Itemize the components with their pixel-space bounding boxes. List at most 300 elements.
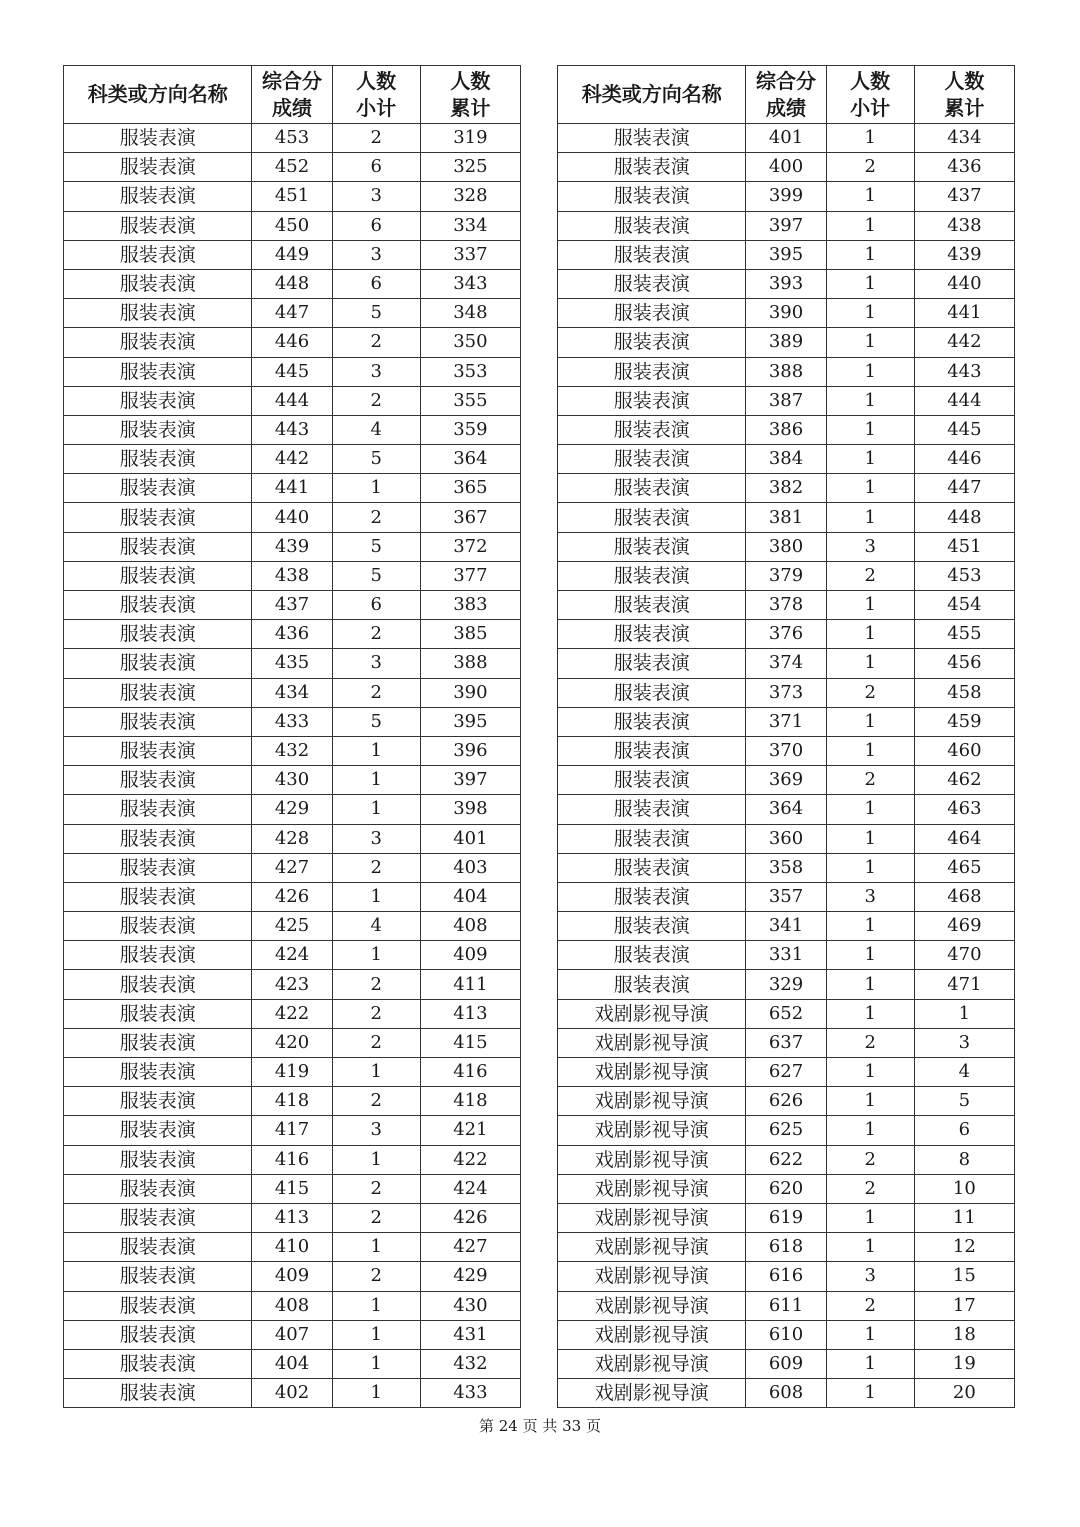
cell-name: 服装表演 (64, 445, 252, 474)
cell-name: 服装表演 (64, 415, 252, 444)
cell-name: 服装表演 (64, 357, 252, 386)
table-row (558, 153, 1015, 182)
cell-cumulative: 404 (420, 882, 520, 911)
cell-score: 331 (746, 941, 826, 970)
cell-subtotal: 4 (332, 912, 420, 941)
cell-name: 戏剧影视导演 (558, 1291, 746, 1320)
cell-score: 357 (746, 882, 826, 911)
cell-name: 服装表演 (64, 386, 252, 415)
table-row (558, 415, 1015, 444)
cell-subtotal: 1 (826, 1320, 914, 1349)
cell-name: 服装表演 (558, 124, 746, 153)
table-row (64, 299, 521, 328)
cell-name: 服装表演 (558, 678, 746, 707)
cell-cumulative: 398 (420, 795, 520, 824)
cell-subtotal: 1 (826, 269, 914, 298)
cell-score: 433 (252, 707, 332, 736)
table-row (558, 532, 1015, 561)
table-row (558, 1058, 1015, 1087)
cell-name: 服装表演 (64, 795, 252, 824)
cell-subtotal: 6 (332, 269, 420, 298)
header-subtotal-line2: 小计 (356, 95, 397, 120)
cell-subtotal: 1 (826, 211, 914, 240)
cell-cumulative: 359 (420, 415, 520, 444)
cell-cumulative: 11 (914, 1203, 1014, 1232)
cell-score: 441 (252, 474, 332, 503)
cell-subtotal: 6 (332, 153, 420, 182)
table-row (558, 1174, 1015, 1203)
cell-cumulative: 431 (420, 1320, 520, 1349)
cell-name: 服装表演 (558, 445, 746, 474)
cell-name: 戏剧影视导演 (558, 1174, 746, 1203)
cell-score: 416 (252, 1145, 332, 1174)
cell-cumulative: 4 (914, 1058, 1014, 1087)
table-row (64, 503, 521, 532)
table-row (64, 1116, 521, 1145)
table-row (558, 1116, 1015, 1145)
cell-cumulative: 429 (420, 1262, 520, 1291)
cell-subtotal: 5 (332, 532, 420, 561)
cell-subtotal: 2 (826, 678, 914, 707)
cell-name: 服装表演 (64, 1291, 252, 1320)
table-row (64, 386, 521, 415)
cell-score: 620 (746, 1174, 826, 1203)
cell-subtotal: 2 (332, 970, 420, 999)
cell-cumulative: 355 (420, 386, 520, 415)
cell-cumulative: 377 (420, 561, 520, 590)
cell-subtotal: 1 (332, 474, 420, 503)
cell-score: 369 (746, 766, 826, 795)
cell-name: 服装表演 (64, 1379, 252, 1408)
cell-cumulative: 430 (420, 1291, 520, 1320)
cell-subtotal: 5 (332, 299, 420, 328)
cell-name: 服装表演 (64, 1174, 252, 1203)
table-row (558, 736, 1015, 765)
table-row (64, 153, 521, 182)
cell-name: 服装表演 (558, 795, 746, 824)
cell-name: 戏剧影视导演 (558, 1028, 746, 1057)
cell-score: 373 (746, 678, 826, 707)
cell-cumulative: 328 (420, 182, 520, 211)
table-row (558, 269, 1015, 298)
table-row (64, 736, 521, 765)
cell-cumulative: 365 (420, 474, 520, 503)
cell-cumulative: 463 (914, 795, 1014, 824)
cell-score: 616 (746, 1262, 826, 1291)
table-row (558, 1087, 1015, 1116)
cell-subtotal: 6 (332, 591, 420, 620)
cell-name: 服装表演 (64, 766, 252, 795)
cell-score: 388 (746, 357, 826, 386)
table-row (558, 124, 1015, 153)
cell-cumulative: 334 (420, 211, 520, 240)
cell-cumulative: 5 (914, 1087, 1014, 1116)
cell-subtotal: 1 (826, 1349, 914, 1378)
table-row (64, 1320, 521, 1349)
cell-score: 380 (746, 532, 826, 561)
cell-cumulative: 343 (420, 269, 520, 298)
cell-score: 430 (252, 766, 332, 795)
cell-subtotal: 2 (332, 124, 420, 153)
cell-subtotal: 1 (826, 503, 914, 532)
cell-score: 387 (746, 386, 826, 415)
cell-cumulative: 465 (914, 853, 1014, 882)
cell-cumulative: 443 (914, 357, 1014, 386)
cell-cumulative: 10 (914, 1174, 1014, 1203)
table-row (558, 299, 1015, 328)
cell-cumulative: 372 (420, 532, 520, 561)
cell-cumulative: 469 (914, 912, 1014, 941)
cell-name: 服装表演 (558, 532, 746, 561)
table-body-right (558, 124, 1015, 1408)
cell-subtotal: 2 (332, 853, 420, 882)
cell-cumulative: 415 (420, 1028, 520, 1057)
table-row (558, 1233, 1015, 1262)
table-row (64, 415, 521, 444)
cell-score: 423 (252, 970, 332, 999)
cell-subtotal: 1 (826, 999, 914, 1028)
cell-subtotal: 1 (332, 1291, 420, 1320)
cell-score: 360 (746, 824, 826, 853)
table-row (558, 591, 1015, 620)
table-row (64, 182, 521, 211)
cell-score: 437 (252, 591, 332, 620)
cell-subtotal: 1 (332, 1145, 420, 1174)
table-row (64, 970, 521, 999)
cell-cumulative: 395 (420, 707, 520, 736)
cell-name: 服装表演 (64, 649, 252, 678)
cell-score: 402 (252, 1379, 332, 1408)
cell-score: 400 (746, 153, 826, 182)
table-row (558, 620, 1015, 649)
cell-cumulative: 442 (914, 328, 1014, 357)
cell-cumulative: 409 (420, 941, 520, 970)
cell-cumulative: 416 (420, 1058, 520, 1087)
cell-subtotal: 1 (826, 415, 914, 444)
cell-subtotal: 6 (332, 211, 420, 240)
cell-subtotal: 3 (332, 240, 420, 269)
table-row (64, 561, 521, 590)
cell-subtotal: 1 (826, 386, 914, 415)
header-name: 科类或方向名称 (558, 66, 746, 124)
cell-cumulative: 3 (914, 1028, 1014, 1057)
cell-score: 438 (252, 561, 332, 590)
cell-subtotal: 2 (826, 1145, 914, 1174)
cell-score: 618 (746, 1233, 826, 1262)
table-row (558, 211, 1015, 240)
table-row (64, 1087, 521, 1116)
cell-name: 服装表演 (64, 678, 252, 707)
cell-subtotal: 5 (332, 561, 420, 590)
cell-name: 服装表演 (64, 941, 252, 970)
cell-name: 戏剧影视导演 (558, 1320, 746, 1349)
cell-subtotal: 2 (826, 766, 914, 795)
cell-cumulative: 447 (914, 474, 1014, 503)
cell-name: 服装表演 (558, 269, 746, 298)
cell-score: 436 (252, 620, 332, 649)
cell-cumulative: 396 (420, 736, 520, 765)
table-row (558, 328, 1015, 357)
cell-cumulative: 433 (420, 1379, 520, 1408)
cell-score: 419 (252, 1058, 332, 1087)
table-row (558, 1145, 1015, 1174)
table-row (64, 1349, 521, 1378)
cell-cumulative: 454 (914, 591, 1014, 620)
cell-subtotal: 1 (826, 591, 914, 620)
header-score (746, 66, 826, 124)
table-header-row (64, 66, 521, 124)
table-row (64, 1233, 521, 1262)
cell-name: 服装表演 (558, 503, 746, 532)
cell-score: 381 (746, 503, 826, 532)
cell-cumulative: 470 (914, 941, 1014, 970)
cell-cumulative: 455 (914, 620, 1014, 649)
cell-name: 戏剧影视导演 (558, 1116, 746, 1145)
cell-score: 384 (746, 445, 826, 474)
table-row (558, 386, 1015, 415)
cell-score: 449 (252, 240, 332, 269)
cell-score: 428 (252, 824, 332, 853)
cell-name: 服装表演 (64, 1262, 252, 1291)
cell-subtotal: 1 (826, 707, 914, 736)
cell-name: 服装表演 (64, 1203, 252, 1232)
cell-score: 374 (746, 649, 826, 678)
cell-subtotal: 2 (826, 153, 914, 182)
table-row (64, 240, 521, 269)
cell-score: 382 (746, 474, 826, 503)
table-row (558, 1379, 1015, 1408)
cell-cumulative: 424 (420, 1174, 520, 1203)
cell-subtotal: 1 (826, 941, 914, 970)
cell-score: 445 (252, 357, 332, 386)
table-header-row (558, 66, 1015, 124)
cell-name: 服装表演 (64, 912, 252, 941)
cell-name: 服装表演 (558, 591, 746, 620)
cell-name: 服装表演 (64, 620, 252, 649)
table-row (64, 795, 521, 824)
cell-score: 444 (252, 386, 332, 415)
cell-cumulative: 319 (420, 124, 520, 153)
cell-score: 418 (252, 1087, 332, 1116)
table-row (64, 941, 521, 970)
score-table-right (557, 65, 1015, 1408)
header-subtotal (826, 66, 914, 124)
table-row (64, 882, 521, 911)
table-row (558, 1028, 1015, 1057)
cell-subtotal: 1 (826, 357, 914, 386)
cell-name: 戏剧影视导演 (558, 1058, 746, 1087)
cell-subtotal: 2 (332, 999, 420, 1028)
cell-score: 627 (746, 1058, 826, 1087)
table-row (64, 678, 521, 707)
cell-name: 服装表演 (64, 124, 252, 153)
cell-cumulative: 388 (420, 649, 520, 678)
cell-cumulative: 471 (914, 970, 1014, 999)
cell-name: 服装表演 (558, 299, 746, 328)
cell-score: 429 (252, 795, 332, 824)
cell-cumulative: 468 (914, 882, 1014, 911)
table-row (558, 999, 1015, 1028)
table-row (64, 824, 521, 853)
cell-name: 戏剧影视导演 (558, 999, 746, 1028)
cell-score: 435 (252, 649, 332, 678)
cell-cumulative: 462 (914, 766, 1014, 795)
cell-name: 服装表演 (64, 211, 252, 240)
table-row (558, 561, 1015, 590)
header-subtotal-line2: 小计 (850, 95, 891, 120)
cell-name: 戏剧影视导演 (558, 1262, 746, 1291)
cell-subtotal: 3 (332, 357, 420, 386)
cell-cumulative: 411 (420, 970, 520, 999)
cell-subtotal: 2 (332, 1203, 420, 1232)
table-row (64, 328, 521, 357)
cell-cumulative: 422 (420, 1145, 520, 1174)
table-row (64, 357, 521, 386)
cell-score: 364 (746, 795, 826, 824)
cell-name: 服装表演 (64, 532, 252, 561)
cell-score: 619 (746, 1203, 826, 1232)
cell-cumulative: 434 (914, 124, 1014, 153)
cell-score: 408 (252, 1291, 332, 1320)
header-subtotal (332, 66, 420, 124)
cell-cumulative: 17 (914, 1291, 1014, 1320)
table-row (558, 1262, 1015, 1291)
cell-cumulative: 403 (420, 853, 520, 882)
table-row (558, 882, 1015, 911)
table-row (64, 1174, 521, 1203)
cell-name: 戏剧影视导演 (558, 1203, 746, 1232)
table-row (558, 1320, 1015, 1349)
cell-subtotal: 3 (332, 649, 420, 678)
cell-score: 452 (252, 153, 332, 182)
cell-name: 服装表演 (64, 561, 252, 590)
header-cumulative-line1: 人数 (450, 68, 491, 93)
header-score-line1: 综合分 (755, 68, 816, 93)
cell-score: 415 (252, 1174, 332, 1203)
cell-name: 服装表演 (64, 474, 252, 503)
cell-name: 戏剧影视导演 (558, 1233, 746, 1262)
cell-score: 453 (252, 124, 332, 153)
cell-score: 637 (746, 1028, 826, 1057)
cell-score: 626 (746, 1087, 826, 1116)
table-row (64, 707, 521, 736)
cell-subtotal: 3 (332, 1116, 420, 1145)
cell-cumulative: 441 (914, 299, 1014, 328)
cell-cumulative: 353 (420, 357, 520, 386)
cell-cumulative: 459 (914, 707, 1014, 736)
cell-name: 服装表演 (64, 1349, 252, 1378)
cell-subtotal: 4 (332, 415, 420, 444)
cell-name: 服装表演 (64, 240, 252, 269)
cell-name: 服装表演 (558, 882, 746, 911)
cell-cumulative: 348 (420, 299, 520, 328)
cell-score: 378 (746, 591, 826, 620)
cell-score: 424 (252, 941, 332, 970)
table-row (558, 912, 1015, 941)
cell-name: 服装表演 (558, 736, 746, 765)
cell-subtotal: 1 (332, 1379, 420, 1408)
cell-score: 609 (746, 1349, 826, 1378)
table-row (558, 970, 1015, 999)
cell-name: 服装表演 (64, 1028, 252, 1057)
cell-subtotal: 1 (826, 795, 914, 824)
table-row (558, 503, 1015, 532)
cell-subtotal: 2 (332, 678, 420, 707)
cell-score: 386 (746, 415, 826, 444)
cell-name: 服装表演 (64, 882, 252, 911)
cell-subtotal: 1 (826, 445, 914, 474)
table-row (558, 649, 1015, 678)
cell-score: 425 (252, 912, 332, 941)
cell-cumulative: 439 (914, 240, 1014, 269)
header-subtotal-line1: 人数 (850, 68, 891, 93)
cell-cumulative: 367 (420, 503, 520, 532)
cell-score: 427 (252, 853, 332, 882)
table-body-left (64, 124, 521, 1408)
cell-score: 329 (746, 970, 826, 999)
cell-subtotal: 2 (826, 1291, 914, 1320)
cell-subtotal: 2 (826, 1174, 914, 1203)
table-row (64, 474, 521, 503)
cell-score: 622 (746, 1145, 826, 1174)
cell-cumulative: 451 (914, 532, 1014, 561)
table-row (64, 591, 521, 620)
cell-cumulative: 364 (420, 445, 520, 474)
cell-subtotal: 2 (826, 1028, 914, 1057)
cell-name: 服装表演 (558, 649, 746, 678)
cell-subtotal: 1 (826, 124, 914, 153)
cell-subtotal: 1 (332, 1320, 420, 1349)
cell-name: 服装表演 (64, 269, 252, 298)
cell-cumulative: 432 (420, 1349, 520, 1378)
cell-score: 413 (252, 1203, 332, 1232)
cell-subtotal: 2 (826, 561, 914, 590)
cell-score: 451 (252, 182, 332, 211)
cell-name: 服装表演 (558, 620, 746, 649)
cell-score: 358 (746, 853, 826, 882)
cell-cumulative: 458 (914, 678, 1014, 707)
table-row (64, 1058, 521, 1087)
cell-name: 服装表演 (558, 153, 746, 182)
cell-name: 服装表演 (64, 853, 252, 882)
cell-subtotal: 1 (826, 649, 914, 678)
cell-cumulative: 18 (914, 1320, 1014, 1349)
cell-name: 服装表演 (558, 707, 746, 736)
cell-subtotal: 1 (826, 1116, 914, 1145)
cell-subtotal: 1 (332, 795, 420, 824)
cell-score: 395 (746, 240, 826, 269)
cell-subtotal: 2 (332, 1087, 420, 1116)
cell-score: 652 (746, 999, 826, 1028)
cell-cumulative: 444 (914, 386, 1014, 415)
cell-score: 447 (252, 299, 332, 328)
cell-subtotal: 1 (826, 736, 914, 765)
cell-name: 服装表演 (64, 503, 252, 532)
cell-score: 393 (746, 269, 826, 298)
cell-name: 服装表演 (558, 211, 746, 240)
table-row (558, 445, 1015, 474)
cell-cumulative: 453 (914, 561, 1014, 590)
table-row (558, 474, 1015, 503)
cell-subtotal: 2 (332, 620, 420, 649)
cell-score: 426 (252, 882, 332, 911)
table-row (64, 211, 521, 240)
cell-score: 450 (252, 211, 332, 240)
cell-subtotal: 3 (826, 1262, 914, 1291)
header-cumulative-line2: 累计 (450, 95, 491, 120)
cell-score: 389 (746, 328, 826, 357)
cell-name: 服装表演 (64, 736, 252, 765)
